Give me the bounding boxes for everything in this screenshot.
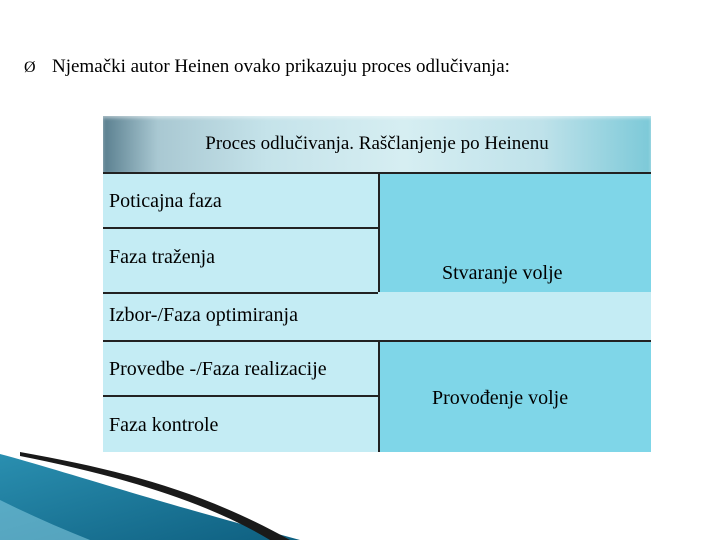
row-divider: [103, 227, 378, 229]
row-divider: [103, 292, 378, 294]
group-stvaranje-volje: Stvaranje volje: [442, 262, 563, 284]
decorative-swoosh: [0, 440, 720, 540]
group-divider: [103, 340, 651, 342]
intro-bullet: [24, 55, 510, 80]
column-divider-bottom: [378, 340, 380, 452]
row-faza-kontrole: Faza kontrole: [109, 414, 219, 436]
table-title: Proces odlučivanja. Raščlanjenje po Heinenu: [205, 133, 549, 154]
decision-process-table: [103, 116, 651, 452]
row-faza-realizacije: Provedbe -/Faza realizacije: [109, 358, 327, 380]
intro-text: Njemački autor Heinen ovako prikazuju proces odlučivanja:: [52, 56, 510, 77]
row-faza-trazenja: Faza traženja: [109, 246, 216, 268]
group-provodenje-volje: Provođenje volje: [432, 387, 569, 409]
column-divider-top: [378, 174, 380, 292]
table-header: [103, 116, 651, 172]
row-poticajna-faza: Poticajna faza: [109, 190, 222, 212]
row-faza-optimiranja: Izbor-/Faza optimiranja: [109, 304, 298, 326]
row-divider: [103, 395, 378, 397]
arrow-bullet-icon: Ø: [24, 59, 36, 76]
